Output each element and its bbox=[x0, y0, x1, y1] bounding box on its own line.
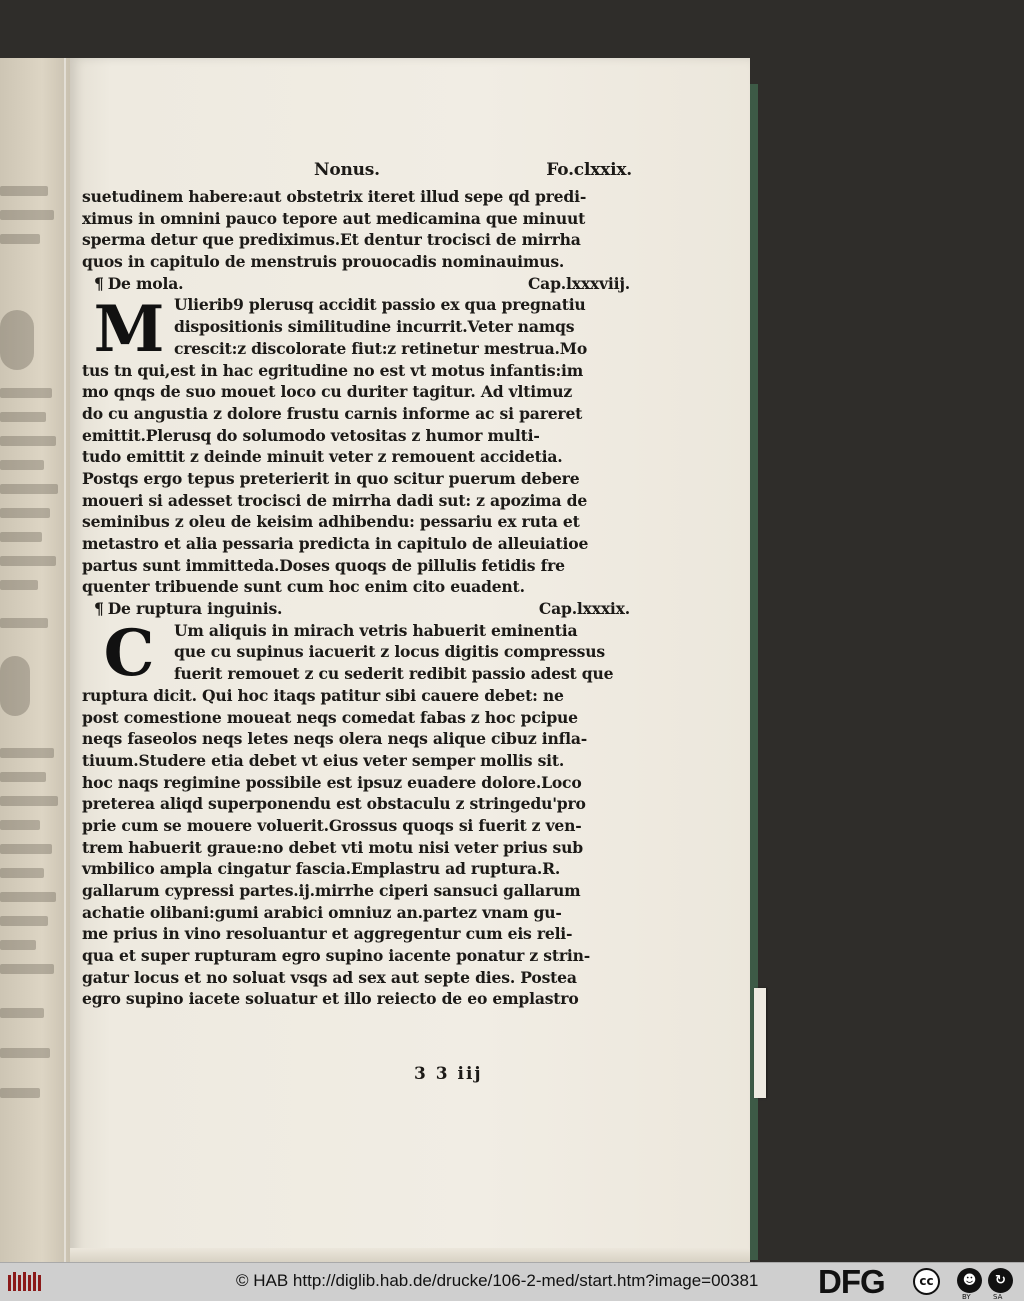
hab-logo-icon[interactable] bbox=[6, 1271, 44, 1293]
chapter-title: De ruptura inguinis. bbox=[107, 599, 283, 619]
text-block bbox=[82, 160, 636, 1010]
chapter-heading bbox=[82, 598, 636, 620]
text-line: Um aliquis in mirach vetris habuerit eminentia bbox=[174, 620, 578, 640]
sa-label: SA bbox=[993, 1293, 1003, 1301]
pilcrow-mark: ¶ bbox=[94, 273, 104, 293]
text-line: hoc naqs regimine possibile est ipsuz euadere dolore.Loco bbox=[82, 772, 582, 792]
text-line: preterea aliqd superponendu est obstaculu z stringedu'pro bbox=[82, 794, 586, 814]
share-alike-icon[interactable]: ↻ bbox=[988, 1268, 1013, 1293]
text-paragraph bbox=[82, 186, 636, 273]
text-line: tiuum.Studere etia debet vt eius veter semper mollis sit. bbox=[82, 750, 565, 770]
running-head-title: Nonus. bbox=[314, 160, 380, 180]
drop-capital: M bbox=[93, 292, 165, 368]
text-line: fuerit remouet z cu sederit redibit passio adest que bbox=[174, 664, 614, 684]
chapter-body bbox=[82, 294, 636, 598]
text-line: ximus in omnini pauco tepore aut medicamina que minuut bbox=[82, 208, 586, 228]
text-line: metastro et alia pessaria predicta in capitulo de alleuiatioe bbox=[82, 534, 589, 553]
chapter-title-group bbox=[94, 273, 183, 295]
citation-link[interactable]: © HAB http://diglib.hab.de/drucke/106-2-med/start.htm?image=00381 bbox=[236, 1271, 759, 1290]
by-attribution-icon[interactable]: ☻ bbox=[957, 1268, 982, 1293]
pilcrow-mark: ¶ bbox=[94, 599, 104, 619]
text-line: post comestione moueat neqs comedat fabas z hoc pcipue bbox=[82, 707, 578, 727]
text-line: crescit:z discolorate fiut:z retinetur mestrua.Mo bbox=[174, 338, 588, 358]
drop-capital: C bbox=[103, 615, 155, 691]
chapter-title: De mola. bbox=[107, 273, 184, 293]
text-line: Postqs ergo tepus preterierit in quo scitur puerum debere bbox=[82, 468, 580, 488]
chapter-number: Cap.lxxxix. bbox=[538, 599, 630, 619]
signature-mark: 3 3 iij bbox=[414, 1064, 483, 1084]
text-line: dispositionis similitudine incurrit.Veter namqs bbox=[174, 317, 575, 337]
text-line: quenter tribuende sunt cum hoc enim cito euadent. bbox=[82, 577, 525, 597]
text-line: que cu supinus iacuerit z locus digitis compressus bbox=[174, 642, 605, 662]
by-label: BY bbox=[962, 1293, 971, 1301]
text-line: prie cum se mouere voluerit.Grossus quoqs si fuerit z ven- bbox=[82, 815, 582, 835]
text-line: qua et super rupturam egro supino iacente ponatur z strin- bbox=[82, 946, 591, 966]
text-line: quos in capitulo de menstruis prouocadis nominauimus. bbox=[82, 252, 565, 272]
text-line: ruptura dicit. Qui hoc itaqs patitur sibi cauere debet: ne bbox=[82, 685, 564, 705]
text-line: achatie olibani:gumi arabici omniuz an.partez vnam gu- bbox=[82, 902, 562, 922]
text-line: sperma detur que prediximus.Et dentur trocisci de mirrha bbox=[82, 230, 581, 250]
text-line: trem habuerit graue:no debet vti motu nisi veter prius sub bbox=[82, 837, 583, 857]
text-line: tus tn qui,est in hac egritudine no est vt motus infantis:im bbox=[82, 360, 584, 380]
text-line: Ulierib9 plerusq accidit passio ex qua pregnatiu bbox=[174, 295, 586, 315]
text-line: seminibus z oleu de keisim adhibendu: pessariu ex ruta et bbox=[82, 512, 580, 532]
binding-gutter bbox=[64, 58, 66, 1262]
viewer-footer bbox=[0, 1262, 1024, 1301]
chapter-body bbox=[82, 615, 636, 1010]
text-line: gallarum cypressi partes.ij.mirrhe ciperi sansuci gallarum bbox=[82, 881, 581, 900]
text-line: gatur locus et no soluat vsqs ad sex aut septe dies. Postea bbox=[82, 967, 577, 987]
cc-license-icon[interactable]: cc bbox=[913, 1268, 940, 1295]
folio-number: Fo.clxxix. bbox=[546, 160, 632, 180]
facing-page bbox=[0, 58, 70, 1262]
text-line: mo qnqs de suo mouet loco cu duriter tagitur. Ad vltimuz bbox=[82, 382, 573, 402]
page-bottom-edge bbox=[70, 1248, 750, 1262]
text-line: vmbilico ampla cingatur fascia.Emplastru ad ruptura.R. bbox=[82, 859, 561, 879]
text-line: emittit.Plerusq do solumodo vetositas z humor multi- bbox=[82, 425, 540, 445]
dfg-logo[interactable]: DFG bbox=[818, 1263, 885, 1300]
text-line: me prius in vino resoluantur et aggregentur cum eis reli- bbox=[82, 924, 573, 944]
text-line: egro supino iacete soluatur et illo reiecto de eo emplastro bbox=[82, 989, 579, 1009]
text-line: neqs faseolos neqs letes neqs olera neqs alique cibuz infla- bbox=[82, 729, 588, 749]
text-line: suetudinem habere:aut obstetrix iteret illud sepe qd predi- bbox=[82, 187, 587, 206]
text-line: do cu angustia z dolore frustu carnis informe ac si pareret bbox=[82, 403, 583, 423]
running-head bbox=[82, 160, 636, 186]
text-line: partus sunt immitteda.Doses quoqs de pillulis fetidis fre bbox=[82, 555, 565, 575]
paper-tab bbox=[754, 988, 766, 1098]
chapter-heading bbox=[82, 273, 636, 295]
chapter-number: Cap.lxxxviij. bbox=[527, 273, 630, 293]
text-line: tudo emittit z deinde minuit veter z remouent accidetia. bbox=[82, 447, 563, 467]
text-line: moueri si adesset trocisci de mirrha dadi sut: z apozima de bbox=[82, 490, 588, 510]
